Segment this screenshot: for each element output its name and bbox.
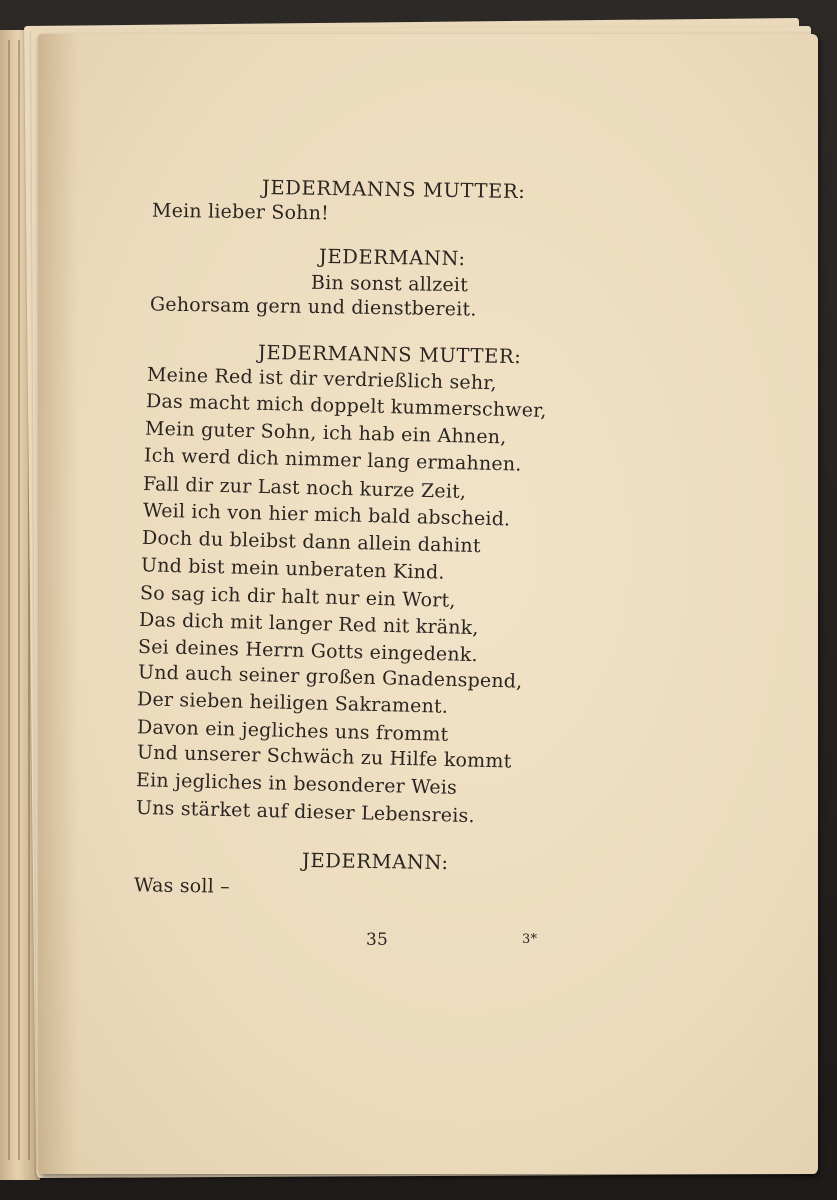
speaker-heading: JEDERMANN: [301, 848, 449, 875]
verse-line: Und unserer Schwäch zu Hilfe kommt [136, 741, 512, 773]
verse-line: Gehorsam gern und dienstbereit. [149, 293, 477, 321]
verse-line: Das macht mich doppelt kummerschwer, [145, 390, 547, 422]
verse-line: So sag ich dir halt nur ein Wort, [139, 582, 456, 612]
page-number: 35 [366, 930, 389, 950]
verse-line: Davon ein jegliches uns frommt [136, 716, 449, 746]
verse-line: Meine Red ist dir verdrießlich sehr, [146, 363, 497, 395]
speaker-heading: JEDERMANNS MUTTER: [261, 175, 526, 204]
page-edge-line [8, 40, 10, 1160]
verse-line: Mein guter Sohn, ich hab ein Ahnen, [144, 417, 507, 449]
gutter-shadow [38, 34, 78, 1174]
signature-mark: 3* [522, 932, 538, 947]
page-edge-line [18, 40, 20, 1160]
verse-line: Und auch seiner großen Gnadenspend, [137, 661, 523, 693]
verse-line: Doch du bleibst dann allein dahint [141, 526, 481, 558]
verse-line: Das dich mit langer Red nit kränk, [138, 608, 479, 640]
verse-line: Ich werd dich nimmer lang ermahnen. [143, 444, 522, 476]
verse-line: Sei deines Herrn Gotts eingedenk. [137, 635, 479, 667]
speaker-heading: JEDERMANNS MUTTER: [257, 340, 522, 369]
verse-line: Mein lieber Sohn! [151, 199, 330, 225]
speaker-heading: JEDERMANN: [318, 244, 466, 271]
verse-line: Uns stärket auf dieser Lebensreis. [135, 796, 475, 828]
verse-line: Ein jegliches in besonderer Weis [135, 769, 458, 799]
verse-line: Und bist mein unberaten Kind. [140, 554, 445, 584]
verse-line: Was soll – [133, 874, 231, 898]
verse-line: Weil ich von hier mich bald abscheid. [142, 499, 511, 531]
verse-line: Fall dir zur Last noch kurze Zeit, [142, 473, 467, 503]
verse-line: Der sieben heiligen Sakrament. [136, 688, 449, 718]
verse-line: Bin sonst allzeit [310, 271, 469, 297]
